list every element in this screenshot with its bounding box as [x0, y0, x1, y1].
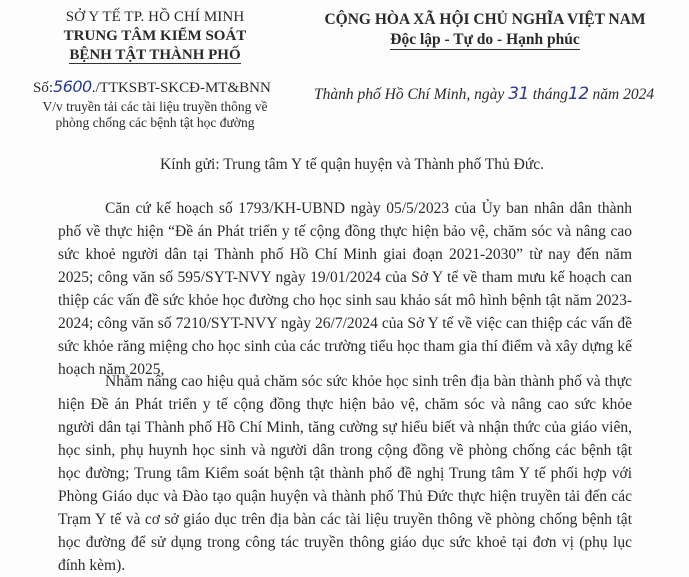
doc-number-handwritten: 5600	[53, 77, 92, 96]
agency-name-line2-text: BỆNH TẬT THÀNH PHỐ	[69, 47, 241, 63]
subject-line	[20, 99, 290, 131]
national-title: CỘNG HÒA XÃ HỘI CHỦ NGHĨA VIỆT NAM	[324, 11, 646, 28]
body-paragraph-1	[58, 197, 632, 381]
date-year: năm 2024	[588, 86, 655, 103]
national-motto	[315, 29, 655, 50]
paragraph-1-text: Căn cứ kế hoạch số 1793/KH-UBND ngày 05/5/2023 của Ủy ban nhân dân thành phố về thực hiện “Đề án Phát triển y tế cộng đồng thực hiện bảo vệ, chăm sóc và nâng cao sức khoẻ người dân tại Thành phố Hồ Chí Minh giai đoạn 2021-2030” từ nay đến năm 2025; công văn số 595/SYT-NVY ngày 19/01/2024 của Sở Y tế về tham mưu kế hoạch can thiệp các vấn đề sức khỏe học đường cho học sinh sau khảo sát mô hình bệnh tật năm 2023-2024; công văn số 7210/SYT-NVY ngày 26/7/2024 của Sở Y tế về việc can thiệp các vấn đề sức khỏe răng miệng cho học sinh của các trường tiểu học tham gia thí điểm và xây dựng kế hoạch năm 2025,	[58, 200, 632, 378]
date-month-label: tháng	[528, 86, 569, 103]
body-paragraph-2	[58, 370, 632, 577]
subject-line1: V/v truyền tải các tài liệu truyền thông về	[42, 99, 268, 114]
national-header	[315, 10, 655, 50]
doc-number-suffix: /TTKSBT-SKCĐ-MT&BNN	[95, 80, 271, 96]
doc-number-dots: .	[91, 80, 96, 96]
date-month-handwritten: 12	[568, 84, 589, 104]
doc-number-prefix: Số:	[33, 80, 54, 96]
national-motto-text: Độc lập - Tự do - Hạnh phúc	[390, 31, 580, 48]
subject-line2: phòng chống các bệnh tật học đường	[55, 115, 255, 130]
date-day-handwritten: 31	[508, 84, 529, 104]
recipient-line: Kính gửi: Trung tâm Y tế quận huyện và Thành phố Thủ Đức.	[160, 156, 545, 173]
parent-agency-name: SỞ Y TẾ TP. HỒ CHÍ MINH	[65, 9, 245, 25]
paragraph-2-text: Nhằm nâng cao hiệu quả chăm sóc sức khỏe học sinh trên địa bàn thành phố và thực hiện Đề án Phát triển y tế cộng đồng thực hiện bảo vệ, chăm sóc và nâng cao sức khỏe người dân tại Thành phố Hồ Chí Minh, tăng cường sự hiểu biết và nhận thức của giáo viên, học sinh, phụ huynh học sinh và người dân trong cộng đồng về phòng chống các bệnh tật học đường; Trung tâm Kiểm soát bệnh tật thành phố đề nghị Trung tâm Y tế phối hợp với Phòng Giáo dục và Đào tạo quận huyện và thành phố Thủ Đức thực hiện truyền tải đến các Trạm Y tế và cơ sở giáo dục trên địa bàn các tài liệu truyền thông về phòng chống bệnh tật học đường để sử dụng trong công tác truyền thông giáo dục sức khoẻ tại đơn vị (phụ lục đính kèm).	[58, 373, 632, 574]
agency-name-line2	[40, 46, 270, 65]
date-prefix: Thành phố Hồ Chí Minh, ngày	[314, 86, 509, 103]
issuing-agency-header	[40, 8, 270, 65]
document-number	[33, 78, 271, 97]
agency-name-line1: TRUNG TÂM KIỂM SOÁT	[63, 28, 247, 44]
date-line	[314, 84, 654, 104]
